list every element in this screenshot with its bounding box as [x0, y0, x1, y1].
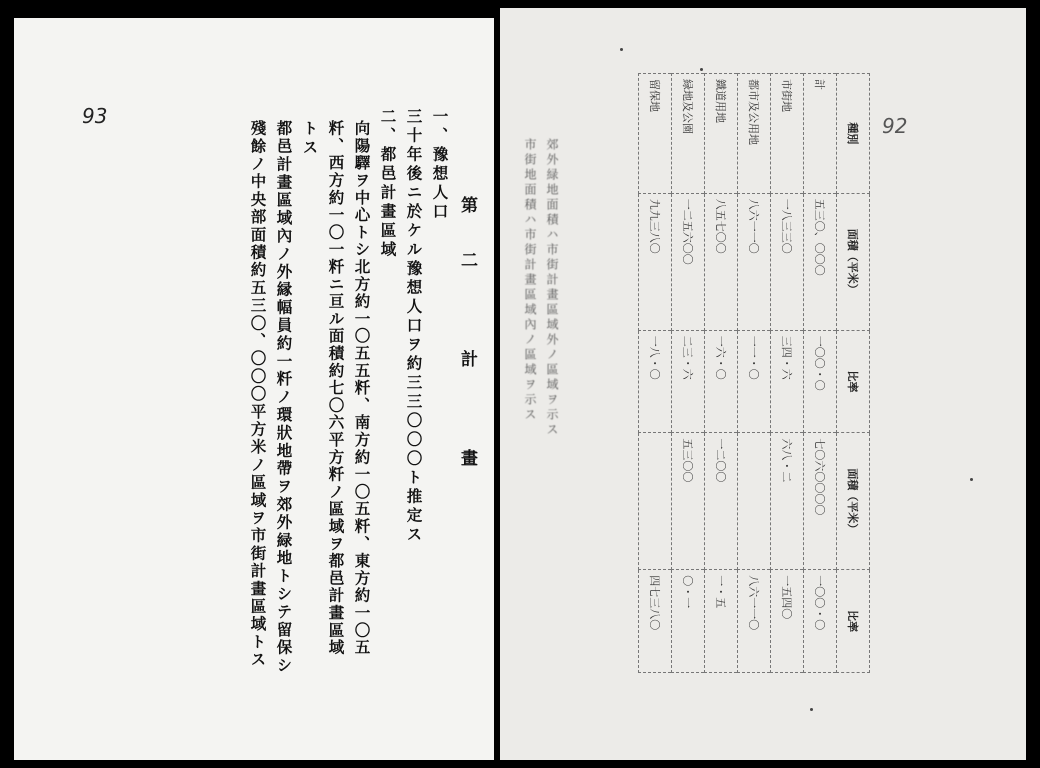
table-cell: 五三〇〇 — [672, 433, 705, 570]
table-row — [672, 74, 705, 673]
table-cell: 一二五六〇〇 — [672, 193, 705, 330]
table-row — [804, 74, 837, 673]
table-row — [771, 74, 804, 673]
table-cell: 八六一一〇 — [738, 570, 771, 673]
land-use-table — [638, 73, 870, 673]
right-page — [500, 8, 1026, 760]
table-row — [705, 74, 738, 673]
paragraph-line: 向陽驛ヲ中心トシ北方約一〇五五粁、南方約一〇五粁、東方約一〇五 — [352, 120, 372, 657]
table-cell: 一一・〇 — [738, 330, 771, 433]
table-cell: 緑地及公園 — [672, 74, 705, 194]
table-cell: 九九三八〇 — [639, 193, 672, 330]
table-cell: 一五四〇 — [771, 570, 804, 673]
section-heading-planning-area: 二、都邑計畫區域 — [378, 108, 398, 260]
table-header-row — [837, 74, 870, 673]
table-cell: 一六・〇 — [705, 330, 738, 433]
table-cell: 七〇六〇〇〇〇 — [804, 433, 837, 570]
table-note: 郊外緑地面積ハ市街計畫區域外ノ區域ヲ示ス — [545, 138, 559, 438]
paragraph-line: トス — [300, 120, 320, 158]
table-cell: 留保地 — [639, 74, 672, 194]
table-cell: 一二〇〇 — [705, 433, 738, 570]
table-cell: 都市及公用地 — [738, 74, 771, 194]
paragraph-line: 粁、西方約一〇一粁ニ亘ル面積約七〇六平方粁ノ區域ヲ都邑計畫區域 — [326, 120, 346, 657]
scan-speck — [810, 708, 813, 711]
page-number: 92 — [882, 114, 908, 138]
table-cell: 一〇〇・〇 — [804, 570, 837, 673]
table-cell: 鐵道用地 — [705, 74, 738, 194]
table-cell: 八六一一〇 — [738, 193, 771, 330]
paragraph-line: 都邑計畫區域內ノ外縁幅員約一粁ノ環狀地帶ヲ郊外緑地トシテ留保シ — [274, 120, 294, 675]
table-cell: 一〇〇・〇 — [804, 330, 837, 433]
table-header-cell: 比率 — [837, 330, 870, 433]
scan-speck — [700, 68, 703, 71]
table-cell — [639, 433, 672, 570]
table-cell: 三四・六 — [771, 330, 804, 433]
table-cell: 八五七〇〇 — [705, 193, 738, 330]
table-header-cell: 比率 — [837, 570, 870, 673]
table-cell: 五三〇、〇〇〇 — [804, 193, 837, 330]
table-cell: 一・五 — [705, 570, 738, 673]
paragraph-line: 三十年後ニ於ケル豫想人口ヲ約三三〇〇〇ト推定ス — [404, 108, 424, 545]
section-heading-population: 一、豫想人口 — [430, 108, 450, 222]
table-cell: 二三・六 — [672, 330, 705, 433]
paragraph-line: 殘餘ノ中央部面積約五三〇、〇〇〇平方米ノ區域ヲ市街計畫區域トス — [248, 120, 268, 669]
table-row — [639, 74, 672, 673]
page-number: 93 — [82, 104, 108, 128]
table-cell: 計 — [804, 74, 837, 194]
chapter-heading: 第二 計 畫 — [457, 196, 477, 504]
table-row — [738, 74, 771, 673]
scan-speck — [970, 478, 973, 481]
table-note: 市街地面積ハ市街計畫區域內ノ區域ヲ示ス — [523, 138, 537, 423]
table-cell: 〇・一 — [672, 570, 705, 673]
table-header-cell: 面積（平米） — [837, 433, 870, 570]
table-header-cell: 面積（平米） — [837, 193, 870, 330]
scan-speck — [620, 48, 623, 51]
table-cell: 四七三八〇 — [639, 570, 672, 673]
table-cell: 六八・二 — [771, 433, 804, 570]
table-cell — [738, 433, 771, 570]
table-cell: 一八三三〇 — [771, 193, 804, 330]
table-cell: 一八・〇 — [639, 330, 672, 433]
table-cell: 市街地 — [771, 74, 804, 194]
table-header-cell: 種別 — [837, 74, 870, 194]
left-page — [14, 18, 494, 760]
